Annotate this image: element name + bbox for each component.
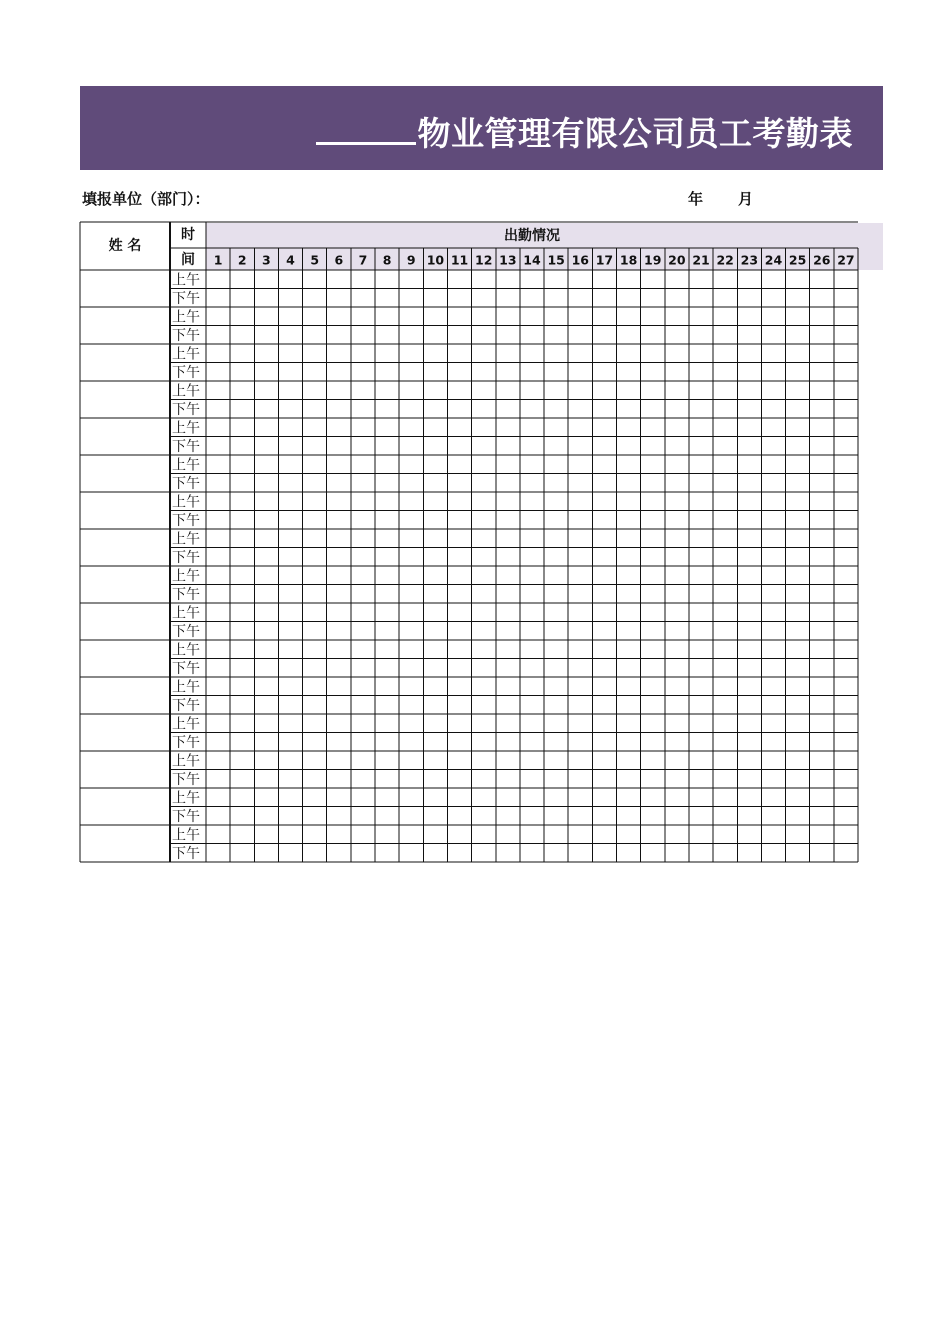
day-number: 4	[286, 252, 295, 268]
day-number: 15	[547, 252, 565, 268]
pm-label: 下午	[172, 771, 200, 788]
am-label: 上午	[172, 346, 200, 363]
am-label: 上午	[172, 790, 200, 807]
day-number: 19	[644, 252, 662, 268]
day-number: 11	[450, 252, 469, 268]
pm-label: 下午	[172, 660, 200, 677]
day-number: 16	[571, 252, 589, 268]
am-label: 上午	[172, 383, 200, 400]
day-number: 21	[692, 252, 710, 268]
day-number: 1	[213, 252, 223, 268]
year-label: 年	[688, 190, 704, 208]
pm-label: 下午	[172, 623, 200, 640]
pm-label: 下午	[172, 697, 200, 714]
day-number: 5	[310, 252, 320, 268]
am-label: 上午	[172, 642, 200, 659]
day-number: 25	[788, 252, 807, 268]
day-number: 10	[426, 252, 445, 268]
pm-label: 下午	[172, 808, 200, 825]
am-label: 上午	[172, 679, 200, 696]
day-number: 6	[334, 252, 344, 268]
day-number: 7	[358, 252, 368, 268]
name-header: 姓 名	[108, 238, 142, 254]
am-label: 上午	[172, 753, 200, 770]
day-number: 2	[237, 252, 247, 268]
day-number: 18	[619, 252, 638, 268]
am-label: 上午	[172, 827, 200, 844]
pm-label: 下午	[172, 327, 200, 344]
pm-label: 下午	[172, 586, 200, 603]
day-number: 26	[813, 252, 831, 268]
pm-label: 下午	[172, 512, 200, 529]
day-number: 8	[382, 252, 392, 268]
pm-label: 下午	[172, 845, 200, 862]
pm-label: 下午	[172, 549, 200, 566]
day-number: 14	[523, 252, 541, 268]
day-number: 27	[837, 252, 855, 268]
month-label: 月	[738, 190, 754, 208]
pm-label: 下午	[172, 290, 200, 307]
am-label: 上午	[172, 531, 200, 548]
am-label: 上午	[172, 272, 200, 289]
day-number: 13	[499, 252, 517, 268]
day-number: 22	[716, 252, 734, 268]
day-number: 24	[764, 252, 783, 268]
day-number: 3	[262, 252, 271, 268]
am-label: 上午	[172, 420, 200, 437]
am-label: 上午	[172, 457, 200, 474]
pm-label: 下午	[172, 734, 200, 751]
am-label: 上午	[172, 494, 200, 511]
day-number: 23	[740, 252, 759, 268]
day-number: 17	[595, 252, 614, 268]
pm-label: 下午	[172, 438, 200, 455]
attendance-header: 出勤情况	[504, 228, 560, 244]
department-label: 填报单位（部门）：	[82, 190, 210, 208]
am-label: 上午	[172, 568, 200, 585]
day-number: 9	[406, 252, 416, 268]
pm-label: 下午	[172, 364, 200, 381]
day-number: 12	[475, 252, 493, 268]
time-header-bottom: 间	[181, 252, 195, 268]
am-label: 上午	[172, 309, 200, 326]
am-label: 上午	[172, 605, 200, 622]
pm-label: 下午	[172, 475, 200, 492]
time-header-top: 时	[181, 227, 195, 243]
day-number: 20	[668, 252, 686, 268]
pm-label: 下午	[172, 401, 200, 418]
am-label: 上午	[172, 716, 200, 733]
title-text: 物业管理有限公司员工考勤表	[417, 114, 853, 153]
